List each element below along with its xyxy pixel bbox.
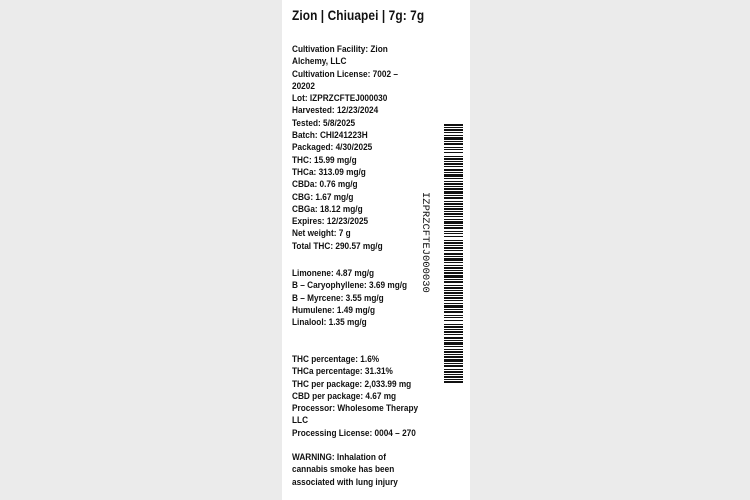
barcode-bar [444, 290, 463, 291]
barcode-bar [444, 320, 463, 321]
total-thc: Total THC: 290.57 mg/g [292, 240, 383, 252]
barcode-bar [444, 225, 463, 226]
barcode-bar [444, 245, 463, 246]
barcode-bar [444, 236, 463, 237]
barcode-bar [444, 258, 463, 261]
barcode-bar [444, 371, 463, 373]
barcode-bar [444, 221, 463, 224]
thc-percentage: THC percentage: 1.6% [292, 354, 380, 365]
cbga-value: CBGa: 18.12 mg/g [292, 203, 363, 215]
barcode-bar [444, 161, 463, 162]
cultivation-license: Cultivation License: 7002 – 20202 [292, 68, 398, 92]
barcode-bar [444, 295, 463, 296]
barcode-bar [444, 242, 463, 244]
barcode-text: IZPRZCFTEJ000030 [419, 192, 431, 293]
barcode-bar [444, 381, 463, 383]
barcode-bar [444, 363, 463, 364]
barcode-bar [444, 342, 463, 345]
barcode-bar [444, 267, 463, 269]
barcode-bar [444, 337, 463, 339]
barcode-bar [444, 227, 463, 229]
barcode-bar [444, 305, 463, 308]
barcode-bar [444, 292, 463, 294]
barcode-bar [444, 186, 463, 187]
barcode-bar [444, 374, 463, 375]
thca-percentage: THCa percentage: 31.31% [292, 366, 393, 378]
barcode-bar [444, 141, 463, 142]
barcode-graphic [444, 124, 463, 384]
barcode-bar [444, 334, 463, 335]
barcode-bar [444, 256, 463, 257]
terpene-limonene: Limonene: 4.87 mg/g [292, 268, 375, 279]
barcode-bar [444, 219, 463, 220]
barcode-bar [444, 158, 463, 160]
barcode-bar [444, 354, 463, 355]
barcode-bar [444, 326, 463, 328]
barcode-bar [444, 250, 463, 251]
cultivation-facility: Cultivation Facility: Zion Alchemy, LLC [292, 44, 388, 68]
product-title: Zion | Chiuapei | 7g: 7g [292, 8, 425, 23]
barcode-bar [444, 240, 463, 241]
barcode-bar [444, 137, 463, 140]
barcode [444, 124, 463, 384]
barcode-bar [444, 206, 463, 207]
barcode-bar [444, 213, 463, 215]
barcode-bar [444, 297, 463, 299]
tested-date: Tested: 5/8/2025 [292, 117, 356, 129]
barcode-bar [444, 216, 463, 217]
barcode-bar [444, 272, 463, 274]
terpene-humulene: Humulene: 1.49 mg/g [292, 304, 375, 316]
barcode-bar [444, 191, 463, 194]
barcode-bar [444, 265, 463, 266]
barcode-bar [444, 124, 463, 126]
barcode-bar [444, 231, 463, 232]
barcode-bar [444, 281, 463, 283]
product-label [282, 0, 470, 500]
barcode-bar [444, 365, 463, 367]
barcode-bar [444, 135, 463, 136]
barcode-bar [444, 203, 463, 205]
barcode-bar [444, 233, 463, 234]
terpene-myrcene: B – Myrcene: 3.55 mg/g [292, 292, 384, 304]
thc-value: THC: 15.99 mg/g [292, 154, 357, 166]
barcode-bar [444, 303, 463, 304]
barcode-bar [444, 376, 463, 378]
processor: Processor: Wholesome Therapy LLC [292, 403, 419, 427]
barcode-bar [444, 324, 463, 325]
expires-date: Expires: 12/23/2025 [292, 216, 369, 228]
barcode-bar [444, 129, 463, 131]
barcode-bar [444, 156, 463, 157]
barcode-bar [444, 163, 463, 165]
barcode-bar [444, 195, 463, 196]
thca-value: THCa: 313.09 mg/g [292, 166, 366, 178]
barcode-bar [444, 359, 463, 362]
barcode-bar [444, 329, 463, 330]
packaged-date: Packaged: 4/30/2025 [292, 142, 373, 154]
lot-number: Lot: IZPRZCFTEJ000030 [292, 93, 388, 105]
barcode-bar [444, 270, 463, 271]
barcode-bar [444, 197, 463, 199]
warning-text: WARNING: Inhalation of cannabis smoke has been associated with lung injury [292, 452, 398, 488]
terpene-caryophyllene: B – Caryophyllene: 3.69 mg/g [292, 280, 408, 292]
barcode-bar [444, 331, 463, 333]
barcode-bar [444, 181, 463, 182]
barcode-bar [444, 201, 463, 202]
barcode-bar [444, 188, 463, 190]
summary-block [292, 354, 421, 440]
barcode-bar [444, 275, 463, 278]
barcode-bar [444, 169, 463, 171]
barcode-bar [444, 369, 463, 370]
barcode-bar [444, 147, 463, 148]
barcode-bar [444, 178, 463, 179]
barcode-bar [444, 317, 463, 318]
details-block [292, 44, 421, 253]
barcode-bar [444, 127, 463, 128]
barcode-bar [444, 253, 463, 255]
barcode-bar [444, 356, 463, 358]
barcode-bar [444, 349, 463, 350]
barcode-bar [444, 311, 463, 313]
barcode-bar [444, 172, 463, 173]
barcode-bar [444, 351, 463, 353]
barcode-bar [444, 174, 463, 177]
barcode-bar [444, 309, 463, 310]
terpene-linalool: Linalool: 1.35 mg/g [292, 317, 367, 329]
barcode-bar [444, 315, 463, 316]
thc-per-package: THC per package: 2,033.99 mg [292, 378, 412, 390]
barcode-bar [444, 132, 463, 133]
barcode-bar [444, 183, 463, 185]
cbd-per-package: CBD per package: 4.67 mg [292, 390, 397, 402]
barcode-bar [444, 211, 463, 212]
harvested-date: Harvested: 12/23/2024 [292, 105, 379, 117]
processing-license: Processing License: 0004 – 270 [292, 427, 416, 439]
barcode-bar [444, 247, 463, 249]
warning-block [292, 452, 421, 489]
barcode-bar [444, 379, 463, 380]
barcode-bar [444, 152, 463, 153]
barcode-bar [444, 300, 463, 301]
barcode-bar [444, 149, 463, 150]
barcode-bar [444, 166, 463, 167]
barcode-bar [444, 143, 463, 145]
barcode-bar [444, 346, 463, 347]
cbda-value: CBDa: 0.76 mg/g [292, 179, 358, 191]
barcode-bar [444, 340, 463, 341]
cbg-value: CBG: 1.67 mg/g [292, 191, 354, 203]
barcode-bar [444, 279, 463, 280]
terpenes-block [292, 268, 421, 329]
barcode-bar [444, 208, 463, 210]
batch-id: Batch: CHI241223H [292, 130, 368, 142]
barcode-bar [444, 285, 463, 286]
net-weight: Net weight: 7 g [292, 228, 351, 240]
barcode-bar [444, 287, 463, 289]
barcode-bar [444, 262, 463, 263]
